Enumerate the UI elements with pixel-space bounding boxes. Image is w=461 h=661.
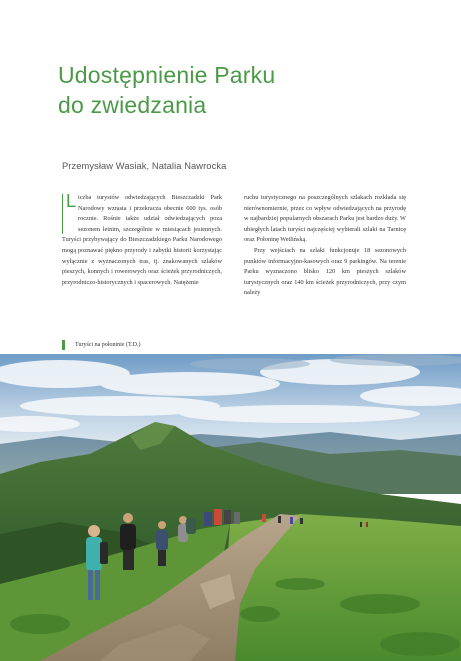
- drop-cap: L: [62, 194, 76, 234]
- paragraph-2: ruchu turystycznego na poszczególnych szlakach rozkłada się nierównomiernie, przez co wpływ odwiedzających na przyrodę w najbardziej popularnych obszarach Parku jest bardzo duży. W ubiegłych latach turyści najczęściej wybierali szlaki na Tarnicę oraz Połoninę Wetlińską.: [244, 194, 406, 244]
- mountain-hikers-photo: [0, 354, 461, 661]
- text-column-1: [62, 193, 222, 288]
- article-authors: Przemysław Wasiak, Natalia Nawrocka: [62, 161, 227, 171]
- paragraph-3: Przy wejściach na szlaki funkcjonuje 18 sezonowych punktów informacyjno-kasowych oraz 9 parkingów. Na terenie Parku wyznaczono blisko 120 km pieszych szlaków turystycznych oraz 140 km ścieżek przyrodniczych, przy czym należy: [244, 246, 406, 297]
- photo-caption: Turyści na połoninie (T.D.): [62, 340, 141, 350]
- paragraph-1: iczba turystów odwiedzających Bieszczadzki Park Narodowy wzrasta i przekracza obecnie 600 tys. osób rocznie. Rośnie także udział odwiedzających poza sezonem letnim, szczególnie w miesiącach jesiennych. Turyści przybywający do Bieszczadzkiego Parku Narodowego mogą poznawać piękno przyrody i zabytki historii korzystając wyłącznie z wyznaczonych tras, tj. znakowanych szlaków pieszych, konnych i rowerowych oraz ścieżek przyrodniczych, przyrodniczo-historycznych i spacerowych. Natężenie: [62, 194, 222, 286]
- article-title: [58, 60, 438, 120]
- title-line-2: do zwiedzania: [58, 92, 207, 118]
- text-column-2: [244, 193, 406, 299]
- title-line-1: Udostępnienie Parku: [58, 62, 276, 88]
